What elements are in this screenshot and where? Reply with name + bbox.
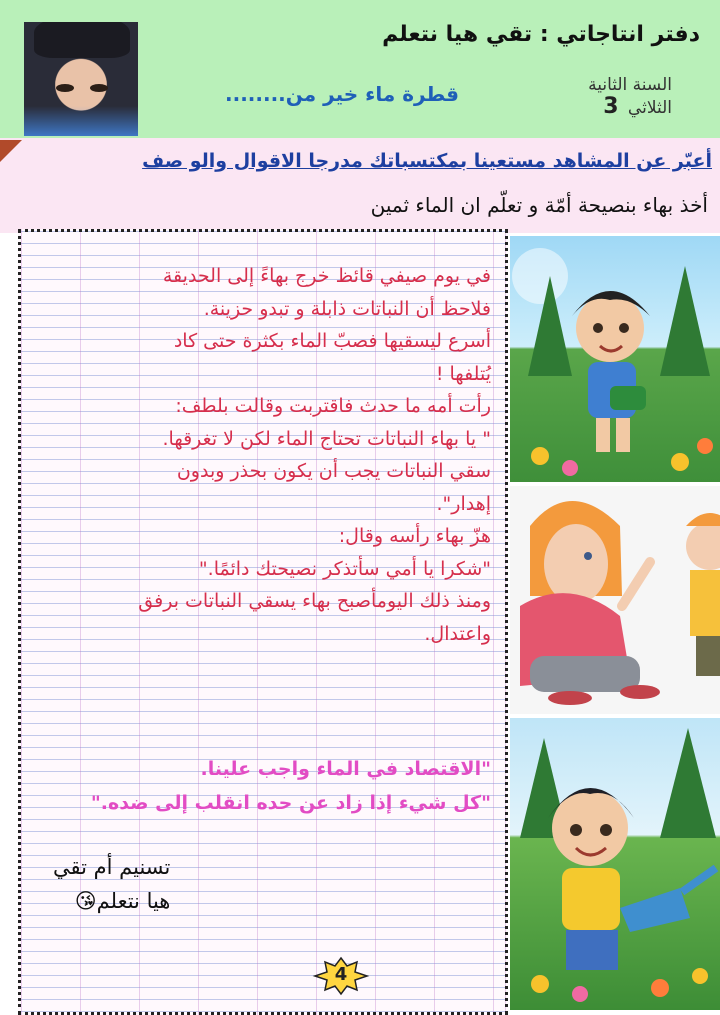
story-line: رأت أمه ما حدث فاقتربت وقالت بلطف: — [175, 395, 491, 417]
instruction-text: أعبّر عن المشاهد مستعينا بمكتسباتك مدرجا الاقوال والو صف — [142, 150, 712, 172]
story-line: هزّ بهاء رأسه وقال: — [338, 525, 491, 547]
page-number-badge — [311, 956, 371, 996]
story-line: ومنذ ذلك اليومأصبح بهاء يسقي النباتات برفق — [138, 590, 491, 612]
signature-slogan: هيا نتعلم😘 — [74, 889, 171, 913]
story-line: في يوم صيفي قائظ خرج بهاءً إلى الحديقة — [162, 265, 491, 287]
story-line: سقي النباتات يجب أن يكون بحذر وبدون — [176, 460, 491, 482]
summary-text: أخذ بهاء بنصيحة أمّة و تعلّم ان الماء ثمين — [370, 193, 708, 217]
grade-term: الثلاثي — [627, 98, 672, 118]
signature-name: تسنيم أم تقي — [53, 855, 171, 879]
story-line: فلاحظ أن النباتات ذابلة و تبدو حزينة. — [203, 297, 491, 320]
story-line: أسرع ليسقيها فصبّ الماء بكثرة حتى كاد — [173, 330, 491, 352]
lined-paper — [18, 229, 508, 1015]
boy-watering-plants-icon — [510, 236, 720, 482]
notebook-title: دفتر انتاجاتي : تقي هيا نتعلم — [382, 22, 700, 47]
signature — [53, 850, 170, 918]
grade-info — [588, 74, 672, 119]
story-line: واعتدال. — [424, 622, 491, 645]
story-text — [39, 260, 491, 650]
mother-advising-boy-icon — [510, 486, 720, 714]
lesson-subtitle: قطرة ماء خير من........ — [225, 82, 460, 106]
story-line: " يا بهاء النباتات تحتاج الماء لكن لا تغرقها. — [162, 427, 491, 450]
story-line: يُتلفها ! — [435, 362, 491, 385]
story-line: "شكرا يا أمي سأتذكر نصيحتك دائمًا." — [198, 557, 491, 580]
proverbs — [39, 752, 491, 820]
proverb-line: "كل شيء إذا زاد عن حده انقلب إلى ضده." — [90, 792, 491, 814]
grade-term-number: 3 — [603, 94, 619, 119]
grade-year: السنة الثانية — [588, 75, 672, 95]
boy-watering-can-icon — [510, 718, 720, 1010]
author-avatar — [24, 22, 138, 136]
page-number: 4 — [334, 964, 348, 985]
proverb-line: "الاقتصاد في الماء واجب علينا. — [200, 758, 491, 780]
story-line: إهدار". — [436, 492, 491, 515]
